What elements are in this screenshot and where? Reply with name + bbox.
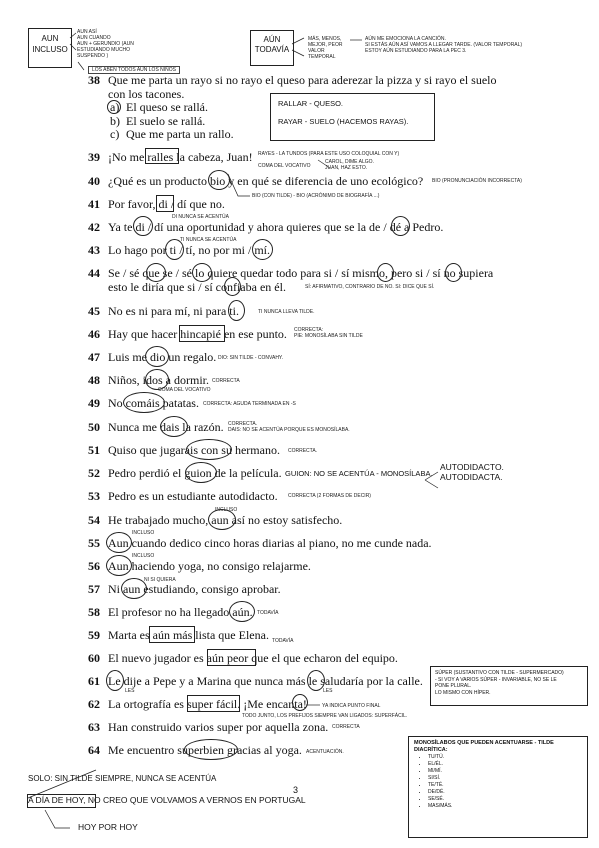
exercise-number: 56 (88, 559, 100, 573)
highlight-circle (106, 670, 124, 691)
option-a-marker (107, 100, 121, 114)
highlight-circle (106, 555, 132, 576)
highlight-circle (391, 216, 410, 236)
highlight-box (145, 148, 179, 164)
note-line: MEJOR, PEOR (308, 42, 343, 48)
note-line: - SI VOY A VARIOS SÚPER - INVARIABLE, NO SE LE (435, 676, 557, 683)
exercise-text: Aun haciendo yoga, no consigo relajarme. (108, 559, 311, 573)
exercise-text-cont: esto le diría que si / sí confiaba en él. (108, 280, 286, 294)
note: DAIS: NO SE ACENTÚA PORQUE ES MONOSÍLABA. (228, 427, 350, 433)
highlight-box (156, 195, 174, 212)
option-letter: a) (110, 100, 120, 114)
highlight-circle (160, 416, 188, 437)
solo-note: SOLO: SIN TILDE SIEMPRE, NUNCA SE ACENTÚA (28, 774, 217, 783)
note: JUAN, HAZ ESTO. (325, 165, 368, 171)
note: COMA DEL VOCATIVO (258, 163, 311, 169)
note-line: VALOR (308, 48, 325, 54)
exercise-text: No comáis patatas. (108, 396, 199, 410)
highlight-circle (445, 263, 462, 282)
highlight-circle (228, 300, 245, 321)
highlight-circle (292, 694, 308, 711)
exercise-number: 50 (88, 420, 100, 434)
exercise-text: Niños, idos a dormir. (108, 373, 209, 387)
option-text: El queso se rallá. (126, 100, 208, 114)
rayar-line: RAYAR - SUELO (HACEMOS RAYAS). (278, 117, 409, 126)
monosilabos-list (414, 754, 582, 810)
exercise-number: 48 (88, 373, 100, 387)
exercise-number: 60 (88, 651, 100, 665)
aun-todavia-label: AÚN TODAVÍA (254, 35, 290, 54)
exercise-text: Nunca me dais la razón. (108, 420, 224, 434)
list-item: • SE/SÉ. (428, 796, 582, 803)
highlight-box (207, 649, 256, 666)
note: DI NUNCA SE ACENTÚA (172, 214, 229, 220)
exercise-text: Le dije a Pepe y a Marina que nunca más le saludaría por la calle. (108, 674, 423, 688)
aun-incluso-extra: LOS ABEN TODOS AUN LOS NIÑOS (88, 66, 180, 74)
note: DIO: SIN TILDE - CONVAHY. (218, 355, 284, 361)
exercise-text: Han construido varios super por aquella zona. (108, 720, 329, 734)
note-line: MÁS, MENOS, (308, 36, 342, 42)
exercise-text: Se / sé que se / sé lo quiere quedar todo para si / sí mismo, pero si / sí no supiera (108, 266, 494, 280)
exercise-number: 54 (88, 513, 100, 527)
exercise-text: La ortografía es super fácil. ¡Me encanta! (108, 697, 307, 711)
list-item: • TU/TÚ. (428, 754, 582, 761)
note: TODAVÍA (272, 638, 294, 644)
note: CORRECTA (2 FORMAS DE DECIR) (288, 493, 371, 499)
exercise-number: 46 (88, 327, 100, 341)
highlight-circle (123, 392, 165, 413)
note: TI NUNCA SE ACENTÚA (180, 237, 237, 243)
exercise-number: 59 (88, 628, 100, 642)
note: GUION: NO SE ACENTÚA - MONOSÍLABA. (285, 469, 433, 478)
note: SÍ: AFIRMATIVO, CONTRARIO DE NO. SI: DICE QUE SÍ. (305, 284, 435, 290)
note: CAROL, DIME ALGO. (325, 159, 374, 165)
note: BIO (PRONUNCIACIÓN INCORRECTA) (432, 178, 522, 184)
exercise-text: Marta es aún más lista que Elena. (108, 628, 269, 642)
list-item: • EL/ÉL. (428, 761, 582, 768)
note: AUTODIDACTA. (440, 472, 503, 482)
list-item: • MI/MÍ. (428, 768, 582, 775)
highlight-circle (224, 277, 241, 296)
note: CORRECTA. (228, 421, 258, 427)
highlight-circle (229, 601, 255, 622)
note: CORRECTA. (288, 448, 318, 454)
note: CORRECTA: AGUDA TERMINADA EN -S (203, 401, 296, 407)
exercise-number: 45 (88, 304, 100, 318)
list-item: • TE/TÉ. (428, 782, 582, 789)
note: COMA DEL VOCATIVO (158, 387, 211, 393)
note-line: SÚPER (SUSTANTIVO CON TILDE - SUPERMERCADO) (435, 670, 564, 676)
exercise-number: 63 (88, 720, 100, 734)
option-letter: c) (110, 127, 120, 141)
hoy-por-hoy: HOY POR HOY (78, 822, 138, 832)
exercise-number: 43 (88, 243, 100, 257)
note: INCLUSO (215, 507, 238, 513)
exercise-number: 40 (88, 174, 100, 188)
exercise-text: No es ni para mí, ni para ti. (108, 304, 239, 318)
note: LES (125, 688, 135, 694)
note: RAYES - LA TUNDOS (PARA ESTE USO COLOQUIAL CON Y) (258, 151, 400, 157)
exercise-number: 44 (88, 266, 100, 280)
highlight-circle (377, 263, 394, 282)
option-text: Que me parta un rallo. (126, 127, 234, 141)
rallar-line: RALLAR - QUESO. (278, 99, 344, 108)
monosilabos-box (408, 736, 588, 838)
note-line: AÚN ME EMOCIONA LA CANCIÓN. (365, 36, 446, 42)
note-line: AUN ASÍ (77, 29, 97, 35)
highlight-box (187, 695, 240, 712)
exercise-number: 49 (88, 396, 100, 410)
list-item: • SI/SÍ. (428, 775, 582, 782)
exercise-text: Ya te di / dí una oportunidad y ahora quieres que se la de / dé a Pedro. (108, 220, 444, 234)
note-line: SUSPENDO ) (77, 53, 109, 59)
exercise-number: 62 (88, 697, 100, 711)
note-line: SI ESTÁS AÚN ASÍ VAMOS A LLEGAR TARDE. (VALOR TEMPORAL) (365, 42, 523, 48)
monosilabos-title: MONOSÍLABOS QUE PUEDEN ACENTUARSE - TILDE DIACRÍTICA: (414, 740, 554, 753)
note-line: AUN CUANDO (77, 35, 111, 41)
exercise-number: 47 (88, 350, 100, 364)
note: NI SI QUIERA (144, 577, 176, 583)
highlight-circle (186, 439, 232, 460)
option-a (110, 101, 208, 114)
list-item: • DE/DÉ. (428, 789, 582, 796)
exercise-text: El profesor no ha llegado aún. (108, 605, 253, 619)
exercise-number: 42 (88, 220, 100, 234)
note-line: PONE PLURAL. (435, 683, 472, 689)
option-c (110, 128, 234, 141)
exercise-text: Luis me dio un regalo. (108, 350, 217, 364)
note-line: ESTOY AÚN ESTUDIANDO PARA LA PEC 3. (365, 48, 467, 54)
highlight-circle (252, 239, 273, 260)
page-number: 3 (293, 785, 299, 795)
exercise-text: ¡No me ralles la cabeza, Juan! (108, 150, 253, 164)
exercise-number: 64 (88, 743, 100, 757)
rallar-note-box (270, 93, 435, 141)
note: INCLUSO (132, 553, 155, 559)
exercise-number: 41 (88, 197, 100, 211)
list-item: • MAS/MÁS. (428, 803, 582, 810)
highlight-circle (106, 532, 132, 553)
highlight-box (179, 325, 225, 342)
exercise-text: Me encuentro superbien gracias al yoga. (108, 743, 302, 757)
exercise-text: El nuevo jugador es aún peor que el que echaron del equipo. (108, 651, 398, 665)
highlight-circle (192, 263, 212, 282)
note: YA INDICA PUNTO FINAL (322, 703, 381, 709)
exercise-text: Pedro es un estudiante autodidacto. (108, 489, 278, 503)
note: TODO JUNTO, LOS PREFIJOS SIEMPRE VAN LIGADOS: SUPERFÁCIL. (242, 713, 408, 719)
exercise-text: Por favor, di / dí que no. (108, 197, 225, 211)
highlight-circle (185, 462, 217, 483)
exercise-number: 55 (88, 536, 100, 550)
exercise-text: Lo hago por ti / tí, no por mi / mí. (108, 243, 270, 257)
exercise-number: 57 (88, 582, 100, 596)
note: CORRECTA (212, 378, 240, 384)
highlight-circle (208, 170, 230, 190)
note: TODAVÍA (257, 610, 279, 616)
note: INCLUSO (132, 530, 155, 536)
note: TI NUNCA LLEVA TILDE. (258, 309, 315, 315)
note: CORRECTA (332, 724, 360, 730)
exercise-text: Ni aun estudiando, consigo aprobar. (108, 582, 281, 596)
note-line: TEMPORAL (308, 54, 336, 60)
note: BIO (CON TILDE) - BIO (ACRÓNIMO DE BIOGRAFÍA ...) (252, 193, 380, 199)
exercise-text: He trabajado mucho, aun así no estoy satisfecho. (108, 513, 343, 527)
exercise-number: 53 (88, 489, 100, 503)
footer-sentence: A DÍA DE HOY, NO CREO QUE VOLVAMOS A VERNOS EN PORTUGAL (28, 795, 306, 805)
note: ACENTUACIÓN. (306, 749, 344, 755)
highlight-circle (184, 739, 238, 760)
highlight-box (149, 626, 195, 643)
exercise-text-cont: con los tacones. (108, 87, 185, 101)
highlight-box (27, 794, 96, 808)
exercise-text: Aun cuando dedico cinco horas diarias al piano, no me cunde nada. (108, 536, 432, 550)
exercise-number: 39 (88, 150, 100, 164)
exercise-number: 61 (88, 674, 100, 688)
highlight-circle (145, 346, 169, 367)
highlight-circle (146, 263, 166, 282)
exercise-number: 52 (88, 466, 100, 480)
note-line: ESTUDIANDO MUCHO (77, 47, 131, 53)
note: PIE: MONOSÍLABA SIN TILDE (294, 333, 363, 339)
highlight-circle (133, 216, 153, 236)
option-letter: b) (110, 114, 120, 128)
super-note-box (430, 666, 588, 706)
exercise-text: ¿Qué es un producto bio y en qué se diferencia de uno ecológico? (108, 174, 424, 188)
option-text: El suelo se rallá. (126, 114, 206, 128)
exercise-text: Quiso que jugarais con su hermano. (108, 443, 280, 457)
exercise-number: 51 (88, 443, 100, 457)
note: AUTODIDACTO. (440, 462, 504, 472)
exercise-number: 58 (88, 605, 100, 619)
note: LES (323, 688, 333, 694)
note-line: LO MISMO CON HÍPER. (435, 689, 491, 696)
exercise-text: Hay que hacer hincapié en ese punto. (108, 327, 287, 341)
exercise-text: Pedro perdió el guion de la película. (108, 466, 282, 480)
note-line: AUN + GERUNDIO (AUN (77, 41, 134, 47)
aun-incluso-label: AUN INCLUSO (32, 34, 68, 54)
exercise-number: 38 (88, 73, 100, 87)
note: CORRECTA: (294, 327, 324, 333)
exercise-text: Que me parta un rayo si no rayo el queso para aderezar la pizza y si rayo el suelo (108, 73, 497, 87)
